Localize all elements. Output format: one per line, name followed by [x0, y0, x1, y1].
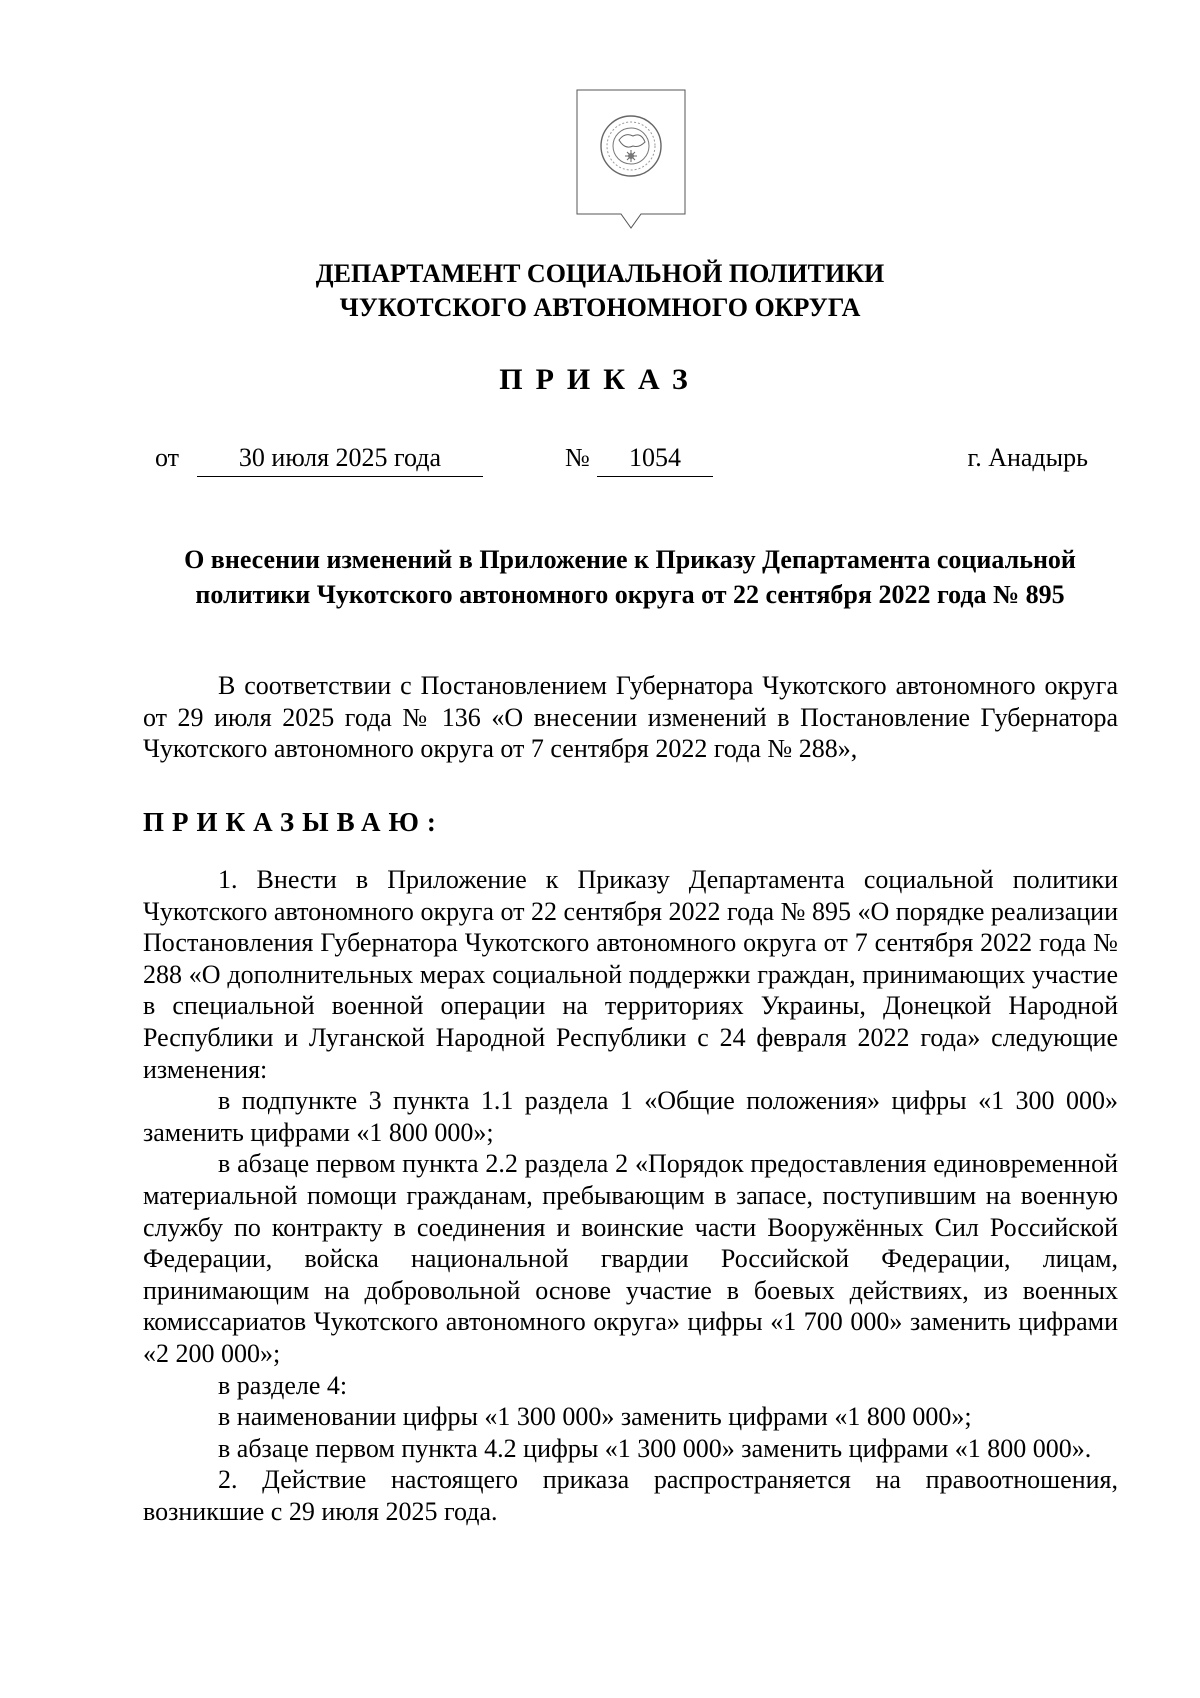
clause-paragraph: в наименовании цифры «1 300 000» заменить цифрами «1 800 000»; [218, 1402, 972, 1432]
document-type: ПРИКАЗ [499, 363, 701, 396]
clause-paragraph: 1. Внести в Приложение к Приказу Департамента социальной политики Чукотского автономного округа от 22 сентября 2022 года № 895 «О порядке реализации Постановления Губернатора Чукотского автономного округа от 7 сентября 2022 года № 288 «О дополнительных мерах социальной поддержки граждан, принимающих участие в специальной военной операции на территориях Украины, Донецкой Народной Республики и Луганской Народной Республики с 24 февраля 2022 года» следующие изменения: [143, 865, 1118, 1084]
coat-of-arms-icon [575, 88, 687, 238]
preamble-paragraph: В соответствии с Постановлением Губернатора Чукотского автономного округа от 29 июля 2025 года № 136 «О внесении изменений в Постановление Губернатора Чукотского автономного округа от 7 сентября 2022 года № 288», [143, 671, 1118, 764]
preamble-block [143, 670, 1118, 765]
date-prefix: от [155, 443, 180, 472]
organization-name [0, 257, 1200, 325]
document-subject [130, 542, 1130, 612]
document-city: г. Анадырь [967, 443, 1088, 472]
command-word: ПРИКАЗЫВАЮ: [143, 807, 444, 837]
subject-line1: О внесении изменений в Приложение к Приказу Департамента социальной [184, 545, 1076, 574]
document-meta-row [0, 440, 1200, 476]
number-prefix: № [565, 443, 590, 472]
clause-paragraph: в абзаце первом пункта 2.2 раздела 2 «Порядок предоставления единовременной материальной помощи гражданам, пребывающим в запасе, поступившим на военную службу по контракту в соединения и воинские части Вооружённых Сил Российской Федерации, войска национальной гвардии Российской Федерации, лицам, принимающим на добровольной основе участие в боевых действиях, из военных комиссариатов Чукотского автономного округа» цифры «1 700 000» заменить цифрами «2 200 000»; [143, 1149, 1118, 1368]
document-date: 30 июля 2025 года [197, 440, 483, 477]
document-number: 1054 [597, 440, 713, 477]
clauses-block [143, 864, 1118, 1527]
clause-paragraph: в подпункте 3 пункта 1.1 раздела 1 «Общие положения» цифры «1 300 000» заменить цифрами «1 800 000»; [143, 1086, 1118, 1147]
subject-line2: политики Чукотского автономного округа от 22 сентября 2022 года № 895 [195, 580, 1065, 609]
clause-paragraph: в разделе 4: [218, 1370, 348, 1400]
clause-paragraph: 2. Действие настоящего приказа распространяется на правоотношения, возникшие с 29 июля 2025 года. [143, 1465, 1118, 1526]
organization-name-line1: ДЕПАРТАМЕНТ СОЦИАЛЬНОЙ ПОЛИТИКИ [315, 259, 885, 288]
organization-name-line2: ЧУКОТСКОГО АВТОНОМНОГО ОКРУГА [339, 293, 861, 322]
clause-paragraph: в абзаце первом пункта 4.2 цифры «1 300 000» заменить цифрами «1 800 000». [218, 1433, 1092, 1463]
